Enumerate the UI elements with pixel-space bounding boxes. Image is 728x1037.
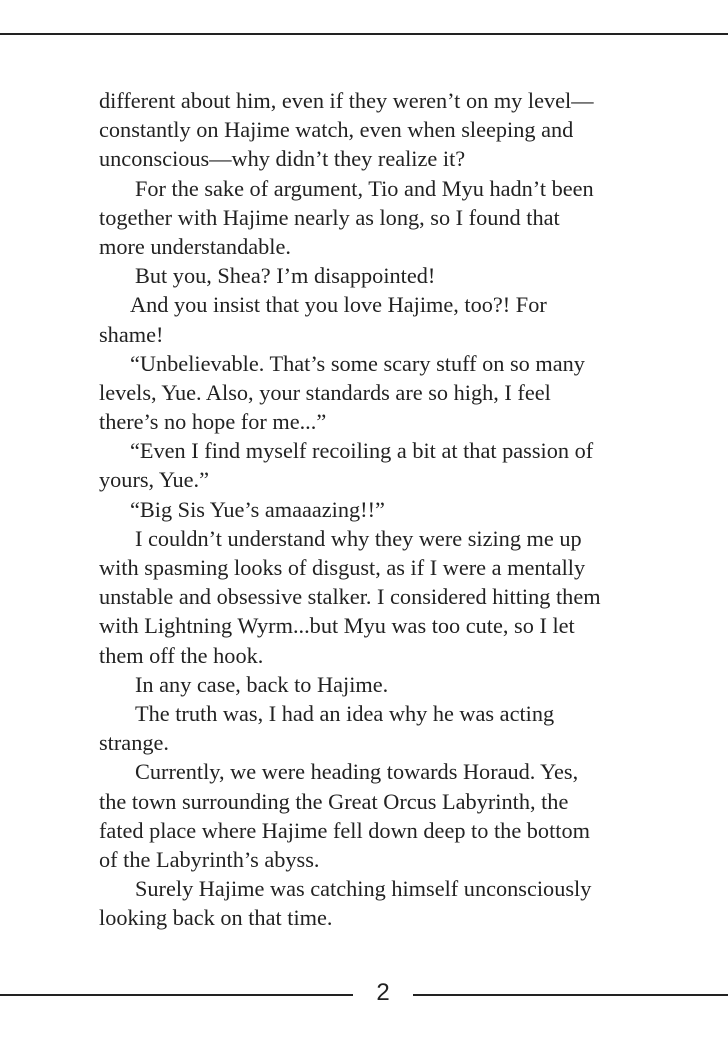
text-line: with Lightning Wyrm...but Myu was too cute, so I let (99, 613, 575, 639)
text-line: more understandable. (99, 233, 291, 259)
paragraph-start: “Big Sis Yue’s amaaazing!!” (130, 496, 385, 522)
paragraph-start: For the sake of argument, Tio and Myu hadn’t been (135, 175, 594, 201)
paragraph-start: Currently, we were heading towards Horaud. Yes, (135, 759, 579, 785)
text-line: levels, Yue. Also, your standards are so high, I feel (99, 379, 551, 405)
text-line: together with Hajime nearly as long, so I found that (99, 204, 560, 230)
paragraph-start: And you insist that you love Hajime, too?! For (130, 292, 547, 318)
top-rule (0, 33, 728, 35)
text-line: with spasming looks of disgust, as if I were a mentally (99, 555, 586, 580)
footer-rule-right (413, 994, 728, 996)
paragraph-start: “Even I find myself recoiling a bit at that passion of (130, 438, 594, 464)
footer-rule-left (0, 994, 353, 996)
body-text (99, 86, 659, 932)
page-number: 2 (376, 979, 390, 1006)
text-line: strange. (99, 730, 169, 756)
text-line: yours, Yue.” (99, 467, 210, 493)
text-line: unconscious—why didn’t they realize it? (99, 146, 466, 172)
text-line: there’s no hope for me...” (99, 409, 327, 435)
text-line: shame! (99, 321, 164, 347)
paragraph-start: I couldn’t understand why they were sizing me up (135, 525, 582, 551)
text-line: unstable and obsessive stalker. I considered hitting them (99, 584, 601, 610)
text-line: fated place where Hajime fell down deep to the bottom (99, 817, 590, 843)
text-line: the town surrounding the Great Orcus Labyrinth, the (99, 788, 569, 814)
paragraph-start: But you, Shea? I’m disappointed! (135, 263, 436, 289)
text-line: constantly on Hajime watch, even when sleeping and (99, 117, 574, 143)
paragraph-start: The truth was, I had an idea why he was acting (135, 700, 555, 726)
paragraph-start: “Unbelievable. That’s some scary stuff on so many (130, 350, 585, 376)
text-line: them off the hook. (99, 642, 264, 668)
paragraph-start: In any case, back to Hajime. (135, 671, 389, 697)
text-line: looking back on that time. (99, 905, 333, 931)
text-line: different about him, even if they weren’t on my level— (99, 88, 594, 113)
paragraph-start: Surely Hajime was catching himself unconsciously (135, 876, 592, 902)
text-line: of the Labyrinth’s abyss. (99, 846, 320, 872)
